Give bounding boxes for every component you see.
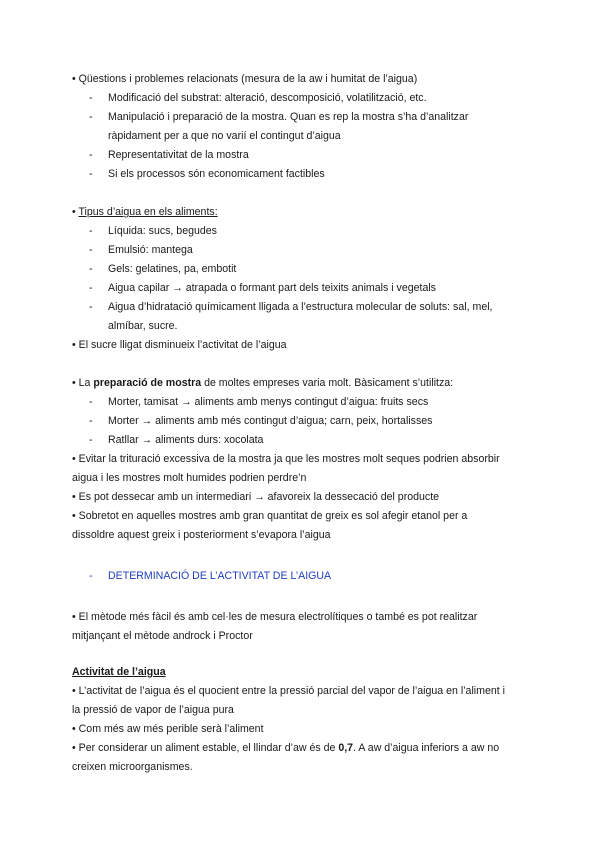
list-item-continuation: almíbar, sucre.: [108, 320, 178, 332]
bullet-water-types: • Tipus d’aigua en els aliments:: [72, 206, 218, 218]
bullet-ethanol: • Sobretot en aquelles mostres amb gran quantitat de greix es sol afegir etanol per a: [72, 510, 468, 522]
bullet-method: • El mètode més fàcil és amb cel·les de mesura electrolítiques o també es pot realitzar: [72, 611, 478, 623]
bullet-trituration: • Evitar la trituració excessiva de la mostra ja que les mostres molt seques podrien absorbir: [72, 453, 500, 465]
bullet-perishable: • Com més aw més perible serà l’aliment: [72, 723, 264, 735]
text-line: la pressió de vapor de l’aigua pura: [72, 704, 234, 716]
list-item-continuation: ràpidament per a que no varií el contingut d’aigua: [108, 130, 341, 142]
bullet-questions: • Qüestions i problemes relacionats (mesura de la aw i humitat de l’aigua): [72, 73, 418, 85]
bullet-definition: • L’activitat de l’aigua és el quocient entre la pressió parcial del vapor de l’aigua en l’aliment i: [72, 685, 506, 697]
text-line: dissoldre aquest greix i posteriorment s’evapora l’aigua: [72, 529, 331, 541]
bullet-threshold: • Per considerar un aliment estable, el llindar d’aw és de 0,7. A aw d’aigua inferiors a aw no: [72, 742, 500, 754]
section-title-water-activity: Activitat de l’aigua: [72, 666, 166, 678]
text-line: creixen microorganismes.: [72, 761, 193, 773]
document-page: • Qüestions i problemes relacionats (mesura de la aw i humitat de l’aigua) - Modificació del substrat: alteració, descomposició, volatilització, etc. - Manipulació i preparació de la mostra. Quan es rep la mostra s’ha d’analitzar ràpidament per a que no varií el contingut d’aigua - Representativitat de la mostra - Si els processos són economicament factibles • Tipus d’aigua en els aliments: - Líquida: sucs, begudes - Emulsió: mantega - Gels: gelatines, pa, embotit - Aigua capilar → atrapada o formant part dels teixits animals i vegetals - Aigua d’hidratació químicament lligada a l’estructura molecular de soluts: sal, mel, almíbar, sucre. • El sucre lligat disminueix l’activitat de l’aigua • La preparació de mostra de moltes empreses varia molt. Bàsicament s’utilitza: - Morter, tamisat → aliments amb menys contingut d’aigua: fruits secs - Morter → aliments amb més contingut d’aigua; carn, peix, hortalisses - Ratllar → aliments durs: xocolata • Evitar la trituració excessiva de la mostra ja que les mostres molt seques podrien absorbir aigua i les mostres molt humides podrien perdre’n • Es pot dessecar amb un intermediari → afavoreix la dessecació del producte • Sobretot en aquelles mostres amb gran quantitat de greix es sol afegir etanol per a dissoldre aquest greix i posteriorment s’evapora l’aigua - DETERMINACIÓ DE L’ACTIVITAT DE L’AIGUA • El mètode més fàcil és amb cel·les de mesura electrolítiques o també es pot realitzar mitjançant el mètode androck i Proctor Activitat de l’aigua • L’activitat de l’aigua és el quocient entre la pressió parcial del vapor de l’aigua en l’aliment i la pressió de vapor de l’aigua pura • Com més aw més perible serà l’aliment • Per considerar un aliment estable, el llindar d’aw és de 0,7. A aw d’aigua inferiors a aw no creixen microorganismes.: [72, 73, 506, 773]
bullet-sample-prep: • La preparació de mostra de moltes empreses varia molt. Bàsicament s’utilitza:: [72, 377, 454, 389]
text-line: aigua i les mostres molt humides podrien perdre’n: [72, 472, 307, 484]
bullet-desiccation: • Es pot dessecar amb un intermediari → afavoreix la dessecació del producte: [72, 491, 440, 503]
bullet-sugar: • El sucre lligat disminueix l’activitat de l’aigua: [72, 339, 287, 351]
text-line: mitjançant el mètode androck i Proctor: [72, 630, 253, 642]
